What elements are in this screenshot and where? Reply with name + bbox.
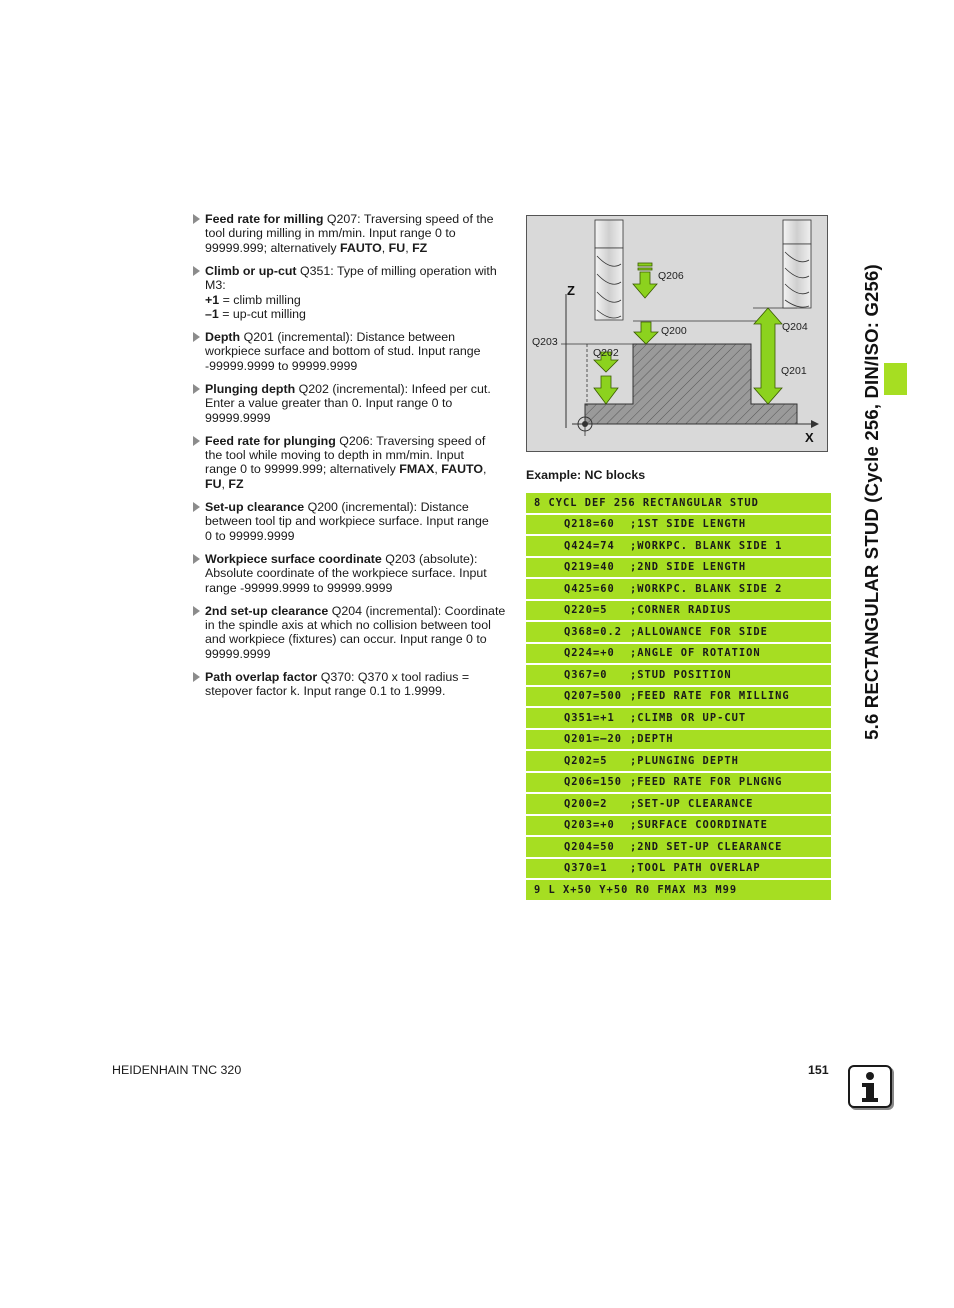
nc-parameter-comment: ;SET-UP CLEARANCE	[630, 797, 754, 810]
triangle-bullet-icon	[193, 436, 200, 446]
tool-right	[783, 220, 811, 308]
nc-block-row	[526, 665, 831, 685]
section-tab-marker	[884, 363, 907, 395]
parameter-name: 2nd set-up clearance	[205, 603, 329, 618]
parameter-text-line: Path overlap factor Q370: Q370 x tool radius =	[205, 669, 470, 684]
nc-block-list	[526, 493, 831, 902]
parameter-text-line: Feed rate for plunging Q206: Traversing speed of	[205, 433, 486, 448]
nc-block-row	[526, 794, 831, 814]
nc-parameter-comment: ;ALLOWANCE FOR SIDE	[630, 625, 768, 638]
nc-parameter-comment: ;SURFACE COORDINATE	[630, 819, 768, 832]
parameter-text-line: Depth Q201 (incremental): Distance between	[205, 330, 455, 345]
parameter-item	[192, 330, 510, 373]
nc-block-row	[526, 558, 831, 578]
label-q201: Q201	[781, 365, 807, 377]
parameter-text-line: in the spindle axis at which no collision between tool	[205, 617, 491, 632]
nc-parameter-value: Q425=60	[564, 582, 615, 595]
label-q200: Q200	[661, 325, 687, 337]
parameter-text-line: tool during milling in mm/min. Input range 0 to	[205, 226, 456, 241]
nc-parameter-comment: ;2ND SIDE LENGTH	[630, 561, 747, 574]
parameter-option: –1 = up-cut milling	[205, 307, 306, 322]
label-q202: Q202	[593, 347, 619, 359]
cycle-diagram	[526, 215, 828, 452]
page-number: 151	[808, 1063, 829, 1077]
parameter-text-line: Feed rate for milling Q207: Traversing speed of the	[205, 212, 494, 226]
nc-block-row	[526, 579, 831, 599]
parameter-text-line: 99999.9999	[205, 646, 271, 661]
nc-block-row	[526, 730, 831, 750]
nc-block-row	[526, 708, 831, 728]
triangle-bullet-icon	[193, 214, 200, 224]
nc-block-row: 9 L X+50 Y+50 R0 FMAX M3 M99	[526, 880, 831, 900]
nc-block-row	[526, 859, 831, 879]
parameter-item	[192, 670, 510, 699]
nc-block-row	[526, 687, 831, 707]
parameter-text-line: stepover factor k. Input range 0.1 to 1.9999.	[205, 684, 446, 699]
parameter-name: Plunging depth	[205, 381, 296, 396]
triangle-bullet-icon	[193, 554, 200, 564]
section-title-vertical	[842, 212, 902, 792]
nc-parameter-comment: ;FEED RATE FOR PLNGNG	[630, 776, 783, 789]
axis-label-z: Z	[567, 283, 575, 298]
parameter-item: Feed rate for plunging Q206: Traversing speed of the tool while moving to depth in mm/min. Input range 0 to 99999.999; alternatively FMAX, FAUTO, FU, FZ	[192, 434, 510, 492]
parameter-name: Workpiece surface coordinate	[205, 551, 382, 566]
nc-parameter-value: Q424=74	[564, 539, 615, 552]
nc-parameter-comment: ;WORKPC. BLANK SIDE 1	[630, 539, 783, 552]
parameter-name: Feed rate for milling	[205, 212, 324, 226]
nc-parameter-value: Q207=500	[564, 690, 623, 703]
nc-parameter-value: Q370=1	[564, 862, 608, 875]
nc-parameter-value: Q200=2	[564, 797, 608, 810]
parameter-text-line: between tool tip and workpiece surface. Input range	[205, 514, 489, 529]
info-icon	[848, 1065, 892, 1108]
parameter-text-line: M3:	[205, 278, 226, 293]
parameter-text-line: range 0 to 99999.999; alternatively FMAX, FAUTO,	[205, 462, 487, 477]
nc-parameter-value: Q202=5	[564, 754, 608, 767]
parameter-item	[192, 264, 510, 322]
nc-parameter-comment: ;2ND SET-UP CLEARANCE	[630, 840, 783, 853]
axis-label-x: X	[805, 430, 814, 445]
parameter-name: Set-up clearance	[205, 499, 305, 514]
nc-parameter-value: Q220=5	[564, 604, 608, 617]
nc-block-row	[526, 601, 831, 621]
parameter-text-line: Set-up clearance Q200 (incremental): Distance	[205, 499, 469, 514]
tool-left	[595, 220, 623, 320]
parameter-option: +1 = climb milling	[205, 292, 301, 307]
parameter-text-line: -99999.9999 to 99999.9999	[205, 358, 358, 373]
parameter-item	[192, 500, 510, 543]
nc-parameter-comment: ;WORKPC. BLANK SIDE 2	[630, 582, 783, 595]
parameter-name: Climb or up-cut	[205, 263, 297, 278]
nc-parameter-value: Q218=60	[564, 518, 615, 531]
parameter-text-line: range -99999.9999 to 99999.9999	[205, 580, 393, 595]
parameter-text-line: Workpiece surface coordinate Q203 (absolute):	[205, 551, 478, 566]
nc-block-row	[526, 837, 831, 857]
nc-parameter-value: Q367=0	[564, 668, 608, 681]
parameter-name: Depth	[205, 330, 241, 345]
triangle-bullet-icon	[193, 266, 200, 276]
nc-parameter-comment: ;DEPTH	[630, 733, 674, 746]
parameter-text-line: 2nd set-up clearance Q204 (incremental): Coordinate	[205, 603, 506, 618]
triangle-bullet-icon	[193, 384, 200, 394]
label-q203: Q203	[532, 336, 558, 348]
parameter-text-line: and workpiece (fixtures) can occur. Input range 0 to	[205, 632, 487, 647]
nc-parameter-value: Q203=+0	[564, 819, 615, 832]
nc-block-row	[526, 816, 831, 836]
nc-parameter-value: Q204=50	[564, 840, 615, 853]
nc-block-row	[526, 773, 831, 793]
parameter-text-line: 99999.9999	[205, 410, 271, 425]
nc-parameter-comment: ;ANGLE OF ROTATION	[630, 647, 761, 660]
nc-parameter-comment: ;CORNER RADIUS	[630, 604, 732, 617]
example-title: Example: NC blocks	[526, 468, 646, 482]
triangle-bullet-icon	[193, 502, 200, 512]
nc-parameter-value: Q224=+0	[564, 647, 615, 660]
parameter-text-line: 99999.999; alternatively FAUTO, FU, FZ	[205, 240, 428, 255]
nc-parameter-comment: ;FEED RATE FOR MILLING	[630, 690, 790, 703]
parameter-text-line: workpiece surface and bottom of stud. Input range	[205, 344, 481, 359]
nc-block-row	[526, 536, 831, 556]
parameter-name: Path overlap factor	[205, 669, 318, 684]
nc-parameter-value: Q351=+1	[564, 711, 615, 724]
section-title-text: 5.6 RECTANGULAR STUD (Cycle 256, DIN/ISO: G256)	[861, 264, 882, 740]
nc-parameter-value: Q201=–20	[564, 733, 623, 746]
parameter-list	[192, 212, 510, 707]
parameter-text-line: 0 to 99999.9999	[205, 528, 295, 543]
nc-parameter-value: Q206=150	[564, 776, 623, 789]
nc-block-row	[526, 751, 831, 771]
parameter-text-line: Enter a value greater than 0. Input range 0 to	[205, 396, 453, 411]
nc-parameter-comment: ;PLUNGING DEPTH	[630, 754, 739, 767]
nc-parameter-comment: ;CLIMB OR UP-CUT	[630, 711, 747, 724]
nc-parameter-comment: ;TOOL PATH OVERLAP	[630, 862, 761, 875]
parameter-text-line: Absolute coordinate of the workpiece surface. Input	[205, 566, 487, 581]
nc-block-row	[526, 644, 831, 664]
parameter-item	[192, 212, 510, 255]
triangle-bullet-icon	[193, 332, 200, 342]
nc-parameter-value: Q219=40	[564, 561, 615, 574]
parameter-name: Feed rate for plunging	[205, 433, 336, 448]
triangle-bullet-icon	[193, 606, 200, 616]
label-q204: Q204	[782, 321, 808, 333]
nc-block-row: 8 CYCL DEF 256 RECTANGULAR STUD	[526, 493, 831, 513]
nc-block-row	[526, 515, 831, 535]
parameter-item	[192, 604, 510, 662]
triangle-bullet-icon	[193, 672, 200, 682]
parameter-text-line: the tool while moving to depth in mm/min. Input	[205, 448, 464, 463]
parameter-item	[192, 552, 510, 595]
nc-block-row	[526, 622, 831, 642]
parameter-item	[192, 382, 510, 425]
nc-parameter-value: Q368=0.2	[564, 625, 623, 638]
parameter-text-line: Plunging depth Q202 (incremental): Infeed per cut.	[205, 381, 491, 396]
nc-parameter-comment: ;1ST SIDE LENGTH	[630, 518, 747, 531]
nc-parameter-comment: ;STUD POSITION	[630, 668, 732, 681]
label-q206: Q206	[658, 270, 684, 282]
footer-product-name: HEIDENHAIN TNC 320	[112, 1063, 242, 1077]
parameter-text-line: Climb or up-cut Q351: Type of milling operation with	[205, 263, 497, 278]
